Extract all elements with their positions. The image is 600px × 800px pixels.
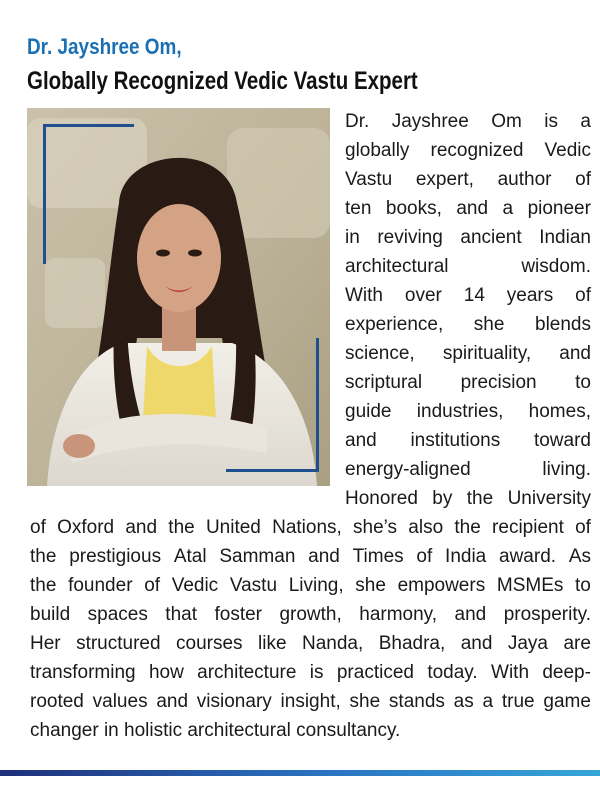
bio-word: award.	[499, 546, 557, 567]
bio-word: transforming	[30, 662, 136, 683]
bio-word: Vastu	[229, 575, 278, 596]
bio-word: founder	[68, 575, 133, 596]
bio-word: Honored	[345, 488, 418, 509]
bio-word: energy-aligned	[345, 459, 471, 480]
bio-word: author	[497, 169, 552, 190]
bio-line	[345, 223, 591, 252]
bio-word: of	[144, 575, 161, 596]
bio-word: architectural	[345, 256, 449, 277]
bio-line	[30, 571, 591, 600]
bio-word: and	[460, 633, 493, 654]
bio-line	[30, 658, 591, 687]
bio-word: courses	[176, 633, 243, 654]
bio-word: Bhadra,	[378, 633, 446, 654]
bio-word: also	[408, 517, 444, 538]
bio-word: in	[345, 227, 360, 248]
bio-word: game	[543, 691, 591, 712]
bio-word: to	[575, 575, 591, 596]
bio-word: Vedic	[544, 140, 591, 161]
bio-word: the	[30, 575, 57, 596]
bio-word: Nations,	[272, 517, 342, 538]
bio-word: and	[125, 517, 158, 538]
bio-word: With	[345, 285, 383, 306]
bio-line	[345, 339, 591, 368]
bio-word: build	[30, 604, 71, 625]
bio-word: of	[30, 517, 46, 538]
bio-word: she’s	[353, 517, 398, 538]
bio-word: pioneer	[527, 198, 591, 219]
bio-line	[345, 484, 591, 513]
bio-line	[345, 194, 591, 223]
bio-word: a	[580, 111, 591, 132]
bio-line	[345, 310, 591, 339]
bio-word: India	[445, 546, 487, 567]
bio-word: prosperity.	[503, 604, 591, 625]
bio-word: As	[568, 546, 591, 567]
bio-word: by	[432, 488, 453, 509]
bio-word: rooted	[30, 691, 84, 712]
bio-word: wisdom.	[521, 256, 591, 277]
bio-word: and	[454, 604, 487, 625]
bio-word: empowers	[397, 575, 486, 596]
bio-word: she	[349, 691, 381, 712]
profile-role: Globally Recognized Vedic Vastu Expert	[27, 67, 418, 95]
bio-word: experience,	[345, 314, 444, 335]
bio-word: practiced	[336, 662, 414, 683]
bio-line	[30, 513, 591, 542]
bio-word: Om	[491, 111, 522, 132]
bio-word: harmony,	[359, 604, 438, 625]
bio-word: a	[482, 691, 494, 712]
bio-word: is	[544, 111, 558, 132]
bio-word: spaces	[87, 604, 148, 625]
bio-word: and	[156, 691, 189, 712]
bio-word: and	[456, 198, 489, 219]
bio-word: visionary	[196, 691, 272, 712]
bio-word: Nanda,	[301, 633, 364, 654]
bio-word: Atal	[173, 546, 207, 567]
bio-word: industries,	[416, 401, 504, 422]
bio-word: a	[502, 198, 514, 219]
bio-word: Samman	[219, 546, 296, 567]
bio-word: Her	[30, 633, 61, 654]
bio-word: true	[501, 691, 535, 712]
bio-word: ten	[345, 198, 372, 219]
bio-word: expert,	[415, 169, 474, 190]
bio-line	[345, 252, 591, 281]
bio-word: of	[416, 546, 433, 567]
bio-word: how	[148, 662, 184, 683]
bio-word: Times	[352, 546, 404, 567]
bio-word: guide	[345, 401, 392, 422]
bio-line	[345, 136, 591, 165]
bio-word: 14	[463, 285, 485, 306]
bio-word: United	[205, 517, 261, 538]
bio-word: foster	[214, 604, 262, 625]
bio-word: toward	[533, 430, 591, 451]
footer-gradient-bar	[0, 770, 600, 776]
bio-line	[30, 687, 591, 716]
bio-word: precision	[460, 372, 537, 393]
bio-word: homes,	[528, 401, 591, 422]
bio-word: values	[92, 691, 148, 712]
bio-word: Indian	[539, 227, 591, 248]
bio-word: are	[563, 633, 591, 654]
bio-line	[345, 107, 591, 136]
bio-word: to	[575, 372, 591, 393]
bio-word: living.	[542, 459, 591, 480]
bio-word: and	[345, 430, 377, 451]
bio-word: the	[168, 517, 195, 538]
bio-word: Vastu	[345, 169, 393, 190]
bio-word: of	[575, 169, 591, 190]
bio-line	[30, 629, 591, 658]
bio-word: architecture	[197, 662, 297, 683]
bio-word: and	[559, 343, 591, 364]
bio-word: books,	[385, 198, 442, 219]
bio-word: Jaya	[507, 633, 548, 654]
bio-word: With	[491, 662, 530, 683]
bio-word: Oxford	[57, 517, 115, 538]
bio-word: the	[30, 546, 57, 567]
bio-word: scriptural	[345, 372, 423, 393]
bio-word: globally	[345, 140, 410, 161]
bio-word: Vedic	[171, 575, 219, 596]
bio-word: reviving	[377, 227, 443, 248]
bio-word: ancient	[460, 227, 522, 248]
bio-word: deep-	[542, 662, 591, 683]
bio-word: spirituality,	[442, 343, 532, 364]
bio-word: of	[575, 517, 591, 538]
bio-word: growth,	[279, 604, 342, 625]
bio-word: recipient	[492, 517, 564, 538]
bio-word: she	[355, 575, 386, 596]
bio-line	[345, 397, 591, 426]
bio-word: structured	[76, 633, 161, 654]
bio-word: blends	[535, 314, 591, 335]
bio-word: that	[165, 604, 197, 625]
bio-line	[345, 426, 591, 455]
bio-word: and	[308, 546, 340, 567]
bio-line	[345, 281, 591, 310]
bio-word: insight,	[280, 691, 341, 712]
bio-word: like	[258, 633, 287, 654]
bio-word: University	[507, 488, 591, 509]
bio-line	[345, 368, 591, 397]
bio-line	[345, 455, 591, 484]
bio-word: today.	[427, 662, 478, 683]
bio-word: is	[309, 662, 324, 683]
bio-line	[345, 165, 591, 194]
profile-name: Dr. Jayshree Om,	[27, 34, 182, 59]
bio-word: years	[506, 285, 554, 306]
bio-word: prestigious	[69, 546, 162, 567]
bio-word: the	[454, 517, 481, 538]
bio-word: Living,	[288, 575, 344, 596]
bio-word: as	[453, 691, 474, 712]
bio-word: over	[404, 285, 442, 306]
bio-word: MSMEs	[496, 575, 564, 596]
bio-line	[30, 600, 591, 629]
bio-line	[30, 542, 591, 571]
bio-word: Jayshree	[391, 111, 469, 132]
bio-word: science,	[345, 343, 415, 364]
bio-word: institutions	[410, 430, 501, 451]
bio-word: stands	[388, 691, 445, 712]
bio-word: she	[473, 314, 505, 335]
bio-word: Dr.	[345, 111, 370, 132]
bio-word: the	[466, 488, 494, 509]
bio-line: changer in holistic architectural consultancy.	[30, 720, 401, 741]
bio-word: recognized	[430, 140, 524, 161]
bio-word: of	[575, 285, 591, 306]
